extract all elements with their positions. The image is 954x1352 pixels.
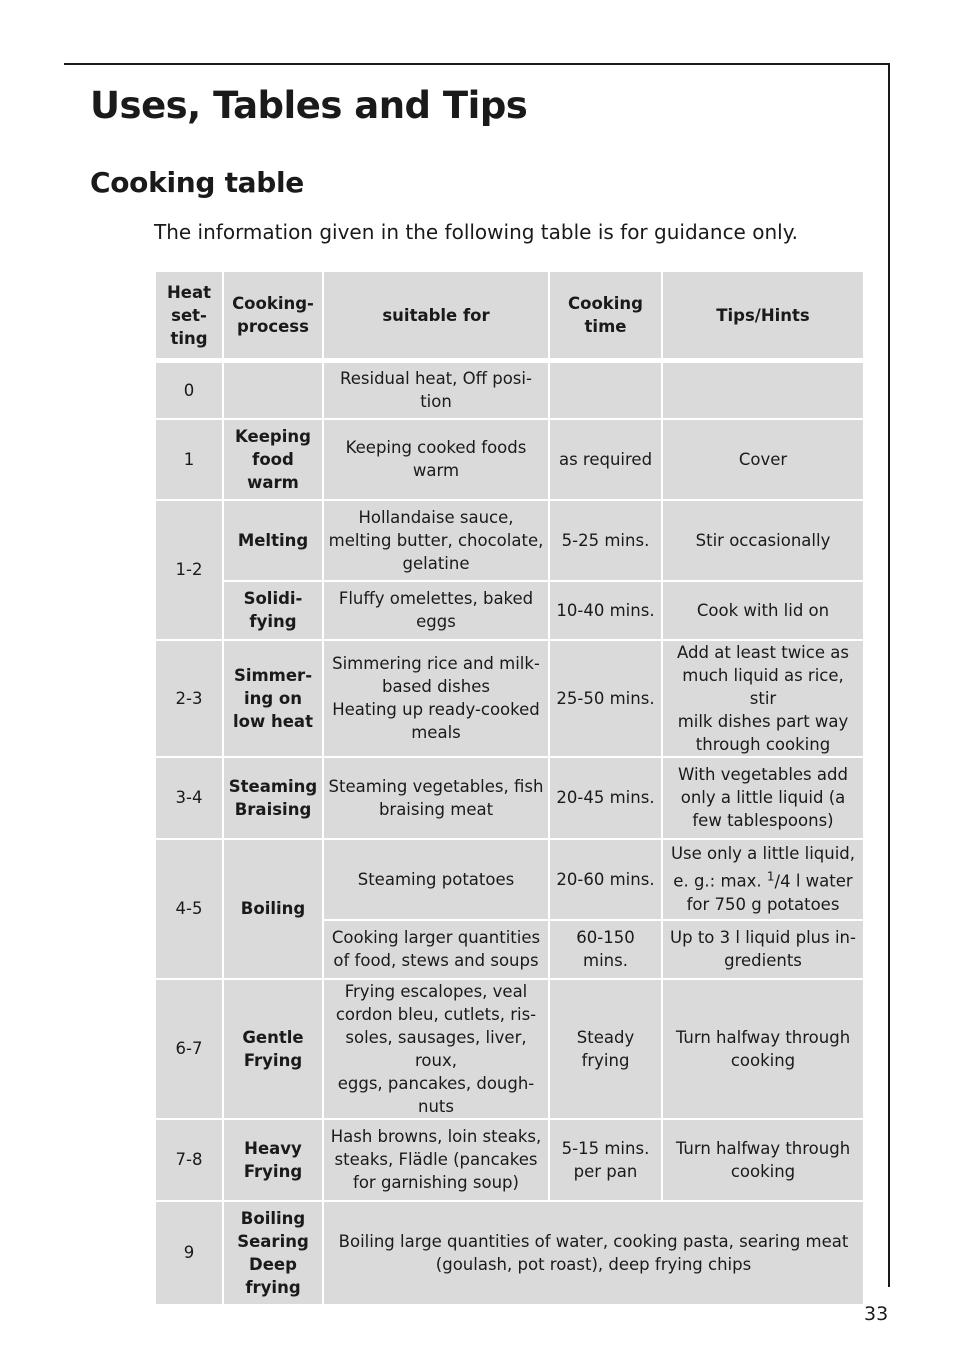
- cooking-table: [154, 270, 865, 1306]
- tips-cell: Turn halfway through cooking: [662, 1119, 864, 1201]
- suitable-for-cell: Steaming vegetables, fish braising meat: [323, 757, 549, 839]
- tips-cell: Use only a little liquid, e. g.: max. $^1$/4 l water for 750 g potatoes: [662, 839, 864, 920]
- heat-setting-cell: 1: [155, 419, 223, 500]
- header-heat-setting: Heat set- ting: [155, 271, 223, 361]
- top-rule: [64, 63, 890, 65]
- header-cooking-process: Cooking- process: [223, 271, 323, 361]
- process-cell: Simmer- ing on low heat: [223, 640, 323, 757]
- table-row: [155, 979, 864, 1119]
- table-row: [155, 581, 864, 640]
- time-cell: as required: [549, 419, 662, 500]
- heat-setting-cell: 2-3: [155, 640, 223, 757]
- heat-setting-cell: 0: [155, 361, 223, 419]
- header-suitable-for: suitable for: [323, 271, 549, 361]
- table-row: [155, 1201, 864, 1305]
- process-cell: Melting: [223, 500, 323, 581]
- table-row: [155, 757, 864, 839]
- process-cell: Steaming Braising: [223, 757, 323, 839]
- heat-setting-cell: 4-5: [155, 839, 223, 979]
- process-cell: Boiling: [223, 839, 323, 979]
- process-cell: Heavy Frying: [223, 1119, 323, 1201]
- table-row: [155, 640, 864, 757]
- section-title: Cooking table: [90, 166, 304, 199]
- tips-cell: Cover: [662, 419, 864, 500]
- suitable-for-cell: Frying escalopes, veal cordon bleu, cutlets, ris- soles, sausages, liver, roux, eggs, pancakes, dough- nuts: [323, 979, 549, 1119]
- table-row: [155, 500, 864, 581]
- header-tips-hints: Tips/Hints: [662, 271, 864, 361]
- right-rule: [888, 63, 890, 1287]
- time-cell: Steady frying: [549, 979, 662, 1119]
- intro-text: The information given in the following table is for guidance only.: [154, 220, 799, 244]
- page-title: Uses, Tables and Tips: [90, 84, 528, 127]
- heat-setting-cell: 7-8: [155, 1119, 223, 1201]
- table-header-row: [155, 271, 864, 361]
- process-cell: Boiling Searing Deep frying: [223, 1201, 323, 1305]
- table-row: [155, 839, 864, 920]
- tips-cell: Turn halfway through cooking: [662, 979, 864, 1119]
- suitable-for-cell: Simmering rice and milk- based dishes Heating up ready-cooked meals: [323, 640, 549, 757]
- table-row: [155, 361, 864, 419]
- tips-cell: [662, 361, 864, 419]
- heat-setting-cell: 6-7: [155, 979, 223, 1119]
- suitable-for-cell: Hollandaise sauce, melting butter, chocolate, gelatine: [323, 500, 549, 581]
- tips-cell: Up to 3 l liquid plus in- gredients: [662, 920, 864, 979]
- table-row: [155, 419, 864, 500]
- process-cell: Keeping food warm: [223, 419, 323, 500]
- tips-cell: Add at least twice as much liquid as rice, stir milk dishes part way through cooking: [662, 640, 864, 757]
- time-cell: 25-50 mins.: [549, 640, 662, 757]
- time-cell: 10-40 mins.: [549, 581, 662, 640]
- process-cell: Solidi- fying: [223, 581, 323, 640]
- suitable-for-cell: Cooking larger quantities of food, stews and soups: [323, 920, 549, 979]
- suitable-for-cell: Keeping cooked foods warm: [323, 419, 549, 500]
- process-cell: [223, 361, 323, 419]
- time-cell: [549, 361, 662, 419]
- suitable-for-cell: Residual heat, Off posi- tion: [323, 361, 549, 419]
- time-cell: 5-25 mins.: [549, 500, 662, 581]
- heat-setting-cell: 1-2: [155, 500, 223, 640]
- time-cell: 20-60 mins.: [549, 839, 662, 920]
- suitable-for-cell: Hash browns, loin steaks, steaks, Flädle (pancakes for garnishing soup): [323, 1119, 549, 1201]
- tips-cell: Cook with lid on: [662, 581, 864, 640]
- time-cell: 20-45 mins.: [549, 757, 662, 839]
- process-cell: Gentle Frying: [223, 979, 323, 1119]
- page-number: 33: [864, 1303, 889, 1325]
- heat-setting-cell: 3-4: [155, 757, 223, 839]
- time-cell: 5-15 mins. per pan: [549, 1119, 662, 1201]
- suitable-for-cell: Boiling large quantities of water, cooking pasta, searing meat (goulash, pot roast), deep frying chips: [323, 1201, 864, 1305]
- suitable-for-cell: Fluffy omelettes, baked eggs: [323, 581, 549, 640]
- header-cooking-time: Cooking time: [549, 271, 662, 361]
- tips-cell: With vegetables add only a little liquid (a few tablespoons): [662, 757, 864, 839]
- time-cell: 60-150 mins.: [549, 920, 662, 979]
- suitable-for-cell: Steaming potatoes: [323, 839, 549, 920]
- heat-setting-cell: 9: [155, 1201, 223, 1305]
- tips-cell: Stir occasionally: [662, 500, 864, 581]
- table-row: [155, 1119, 864, 1201]
